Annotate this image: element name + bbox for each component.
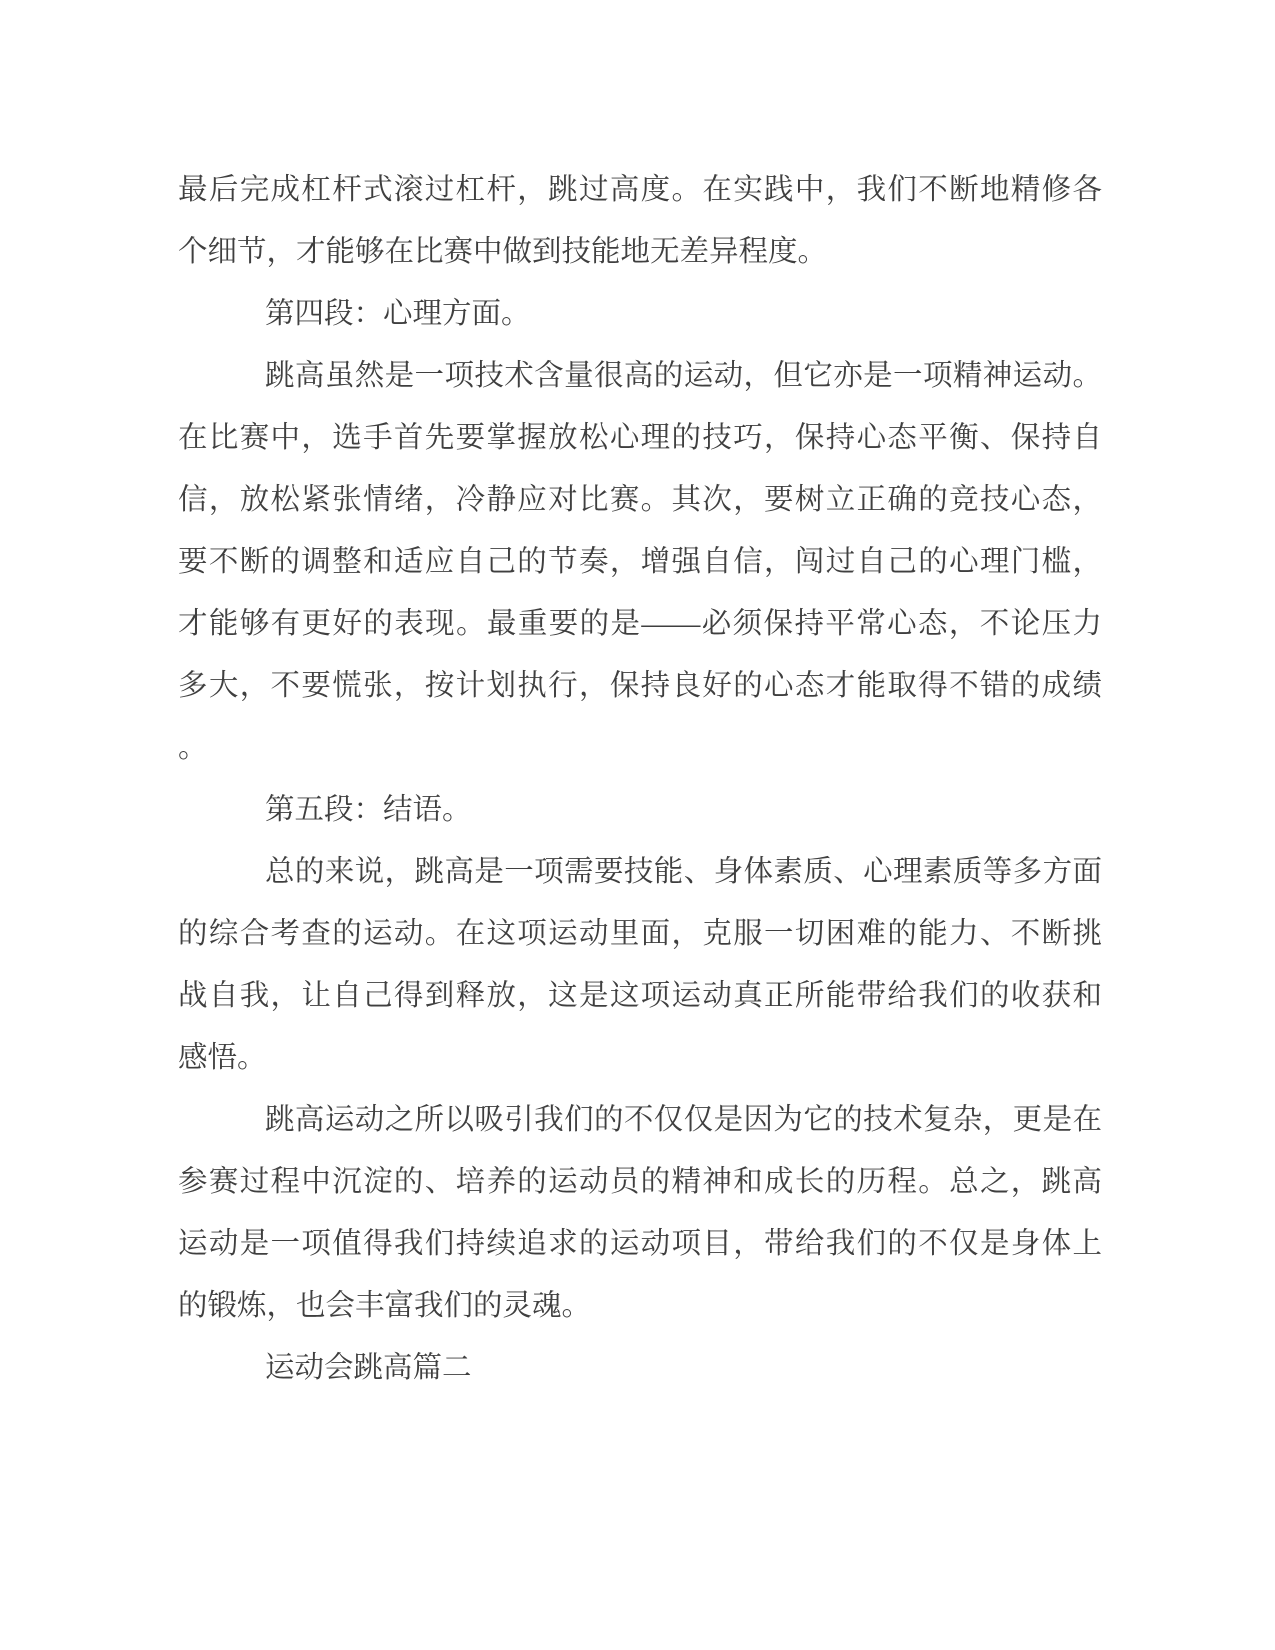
text-line: 总的来说，跳高是一项需要技能、身体素质、心理素质等多方面 xyxy=(265,856,1102,888)
text-line: 个细节，才能够在比赛中做到技能地无差异程度。 xyxy=(178,236,828,268)
text-line: 第五段：结语。 xyxy=(265,794,472,826)
text-line: 要不断的调整和适应自己的节奏，增强自信，闯过自己的心理门槛， xyxy=(178,546,1102,578)
text-line: 参赛过程中沉淀的、培养的运动员的精神和成长的历程。总之，跳高 xyxy=(178,1166,1102,1198)
text-line: 运动是一项值得我们持续追求的运动项目，带给我们的不仅是身体上 xyxy=(178,1228,1102,1260)
text-line: 的综合考查的运动。在这项运动里面，克服一切困难的能力、不断挑 xyxy=(178,918,1102,950)
text-line: 多大，不要慌张，按计划执行，保持良好的心态才能取得不错的成绩 xyxy=(178,670,1102,702)
text-line: 感悟。 xyxy=(178,1042,267,1074)
text-line: 跳高虽然是一项技术含量很高的运动，但它亦是一项精神运动。 xyxy=(265,360,1102,392)
text-line: 跳高运动之所以吸引我们的不仅仅是因为它的技术复杂，更是在 xyxy=(265,1104,1102,1136)
text-line: 的锻炼，也会丰富我们的灵魂。 xyxy=(178,1290,592,1322)
text-line: 才能够有更好的表现。最重要的是——必须保持平常心态，不论压力 xyxy=(178,608,1102,640)
text-line: 信，放松紧张情绪，冷静应对比赛。其次，要树立正确的竞技心态， xyxy=(178,484,1102,516)
text-line: 运动会跳高篇二 xyxy=(265,1352,472,1384)
text-line: 在比赛中，选手首先要掌握放松心理的技巧，保持心态平衡、保持自 xyxy=(178,422,1102,454)
text-line: 第四段：心理方面。 xyxy=(265,298,531,330)
text-line: 最后完成杠杆式滚过杠杆，跳过高度。在实践中，我们不断地精修各 xyxy=(178,174,1102,206)
text-line: 。 xyxy=(178,732,208,764)
text-line: 战自我，让自己得到释放，这是这项运动真正所能带给我们的收获和 xyxy=(178,980,1102,1012)
document-text-block xyxy=(178,159,1102,1399)
